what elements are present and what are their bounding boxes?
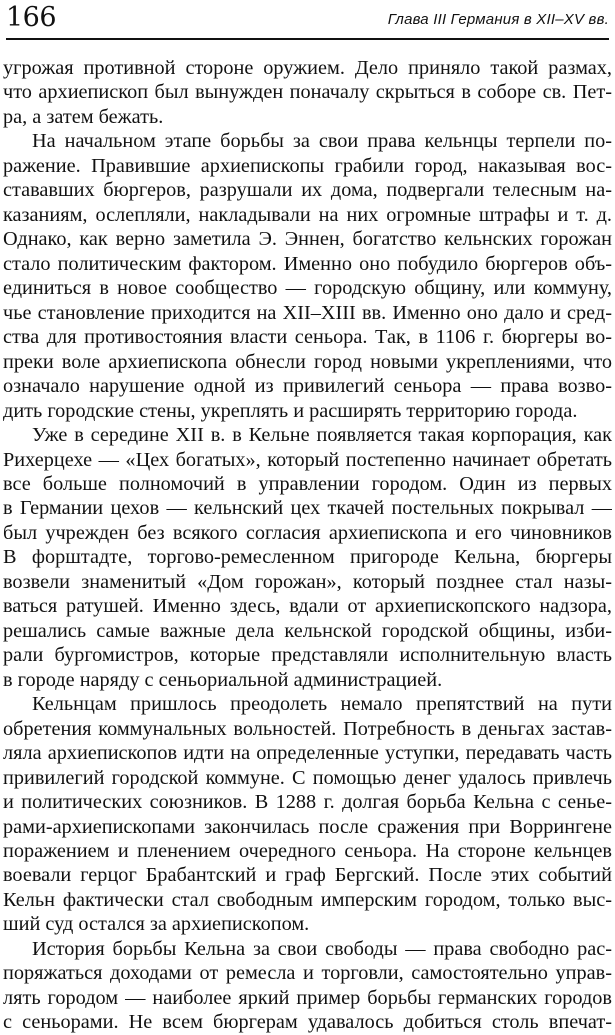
text-line: ваться ратушей. Именно здесь, вдали от архиепископского надзора, (3, 595, 612, 618)
text-line: преки воле архиепископа обнесли город новыми укреплениями, что (3, 350, 612, 373)
body-text (3, 56, 612, 1035)
text-line: лять городом — наиболее яркий пример борьбы германских городов (3, 986, 612, 1009)
text-line: решались самые важные дела кельнской городской общины, изби- (3, 619, 612, 642)
text-line: поражением и пленением очередного сеньора. На стороне кельнцев (3, 840, 612, 862)
text-line: ший суд остался за архиепископом. (3, 913, 310, 936)
text-line: поряжаться доходами от ремесла и торговли, самостоятельно управ- (3, 962, 612, 985)
text-line: угрожая противной стороне оружием. Дело приняло такой размах, (3, 57, 612, 79)
text-line: был учрежден без всякого согласия архиепископа и его чиновников (3, 521, 612, 544)
text-line: стало политическим фактором. Именно оно побудило бюргеров объ- (3, 252, 612, 275)
text-line: Однако, как верно заметила Э. Эннен, богатство кельнских горожан (3, 228, 612, 251)
text-line: ляла архиепископов идти на определенные уступки, передавать часть (3, 742, 612, 765)
text-line: что архиепископ был вынужден поначалу скрыться в соборе св. Пет- (3, 81, 612, 104)
text-line: В форштадте, торгово-ремесленном пригороде Кельна, бюргеры (3, 546, 612, 569)
paragraph-first-line: Уже в середине XII в. в Кельне появляется такая корпорация, как (32, 424, 612, 447)
page-number: 166 (6, 2, 57, 33)
text-line: Рихерцехе — «Цех богатых», который постепенно начинает обретать (3, 448, 612, 471)
text-line: рали бургомистров, которые представляли исполнительную власть (3, 644, 612, 667)
text-line: ражение. Правившие архиепископы грабили город, наказывая вос- (3, 154, 612, 177)
text-line: все больше полномочий в управлении городом. Один из первых (3, 472, 612, 495)
text-line: и политических союзников. В 1288 г. долгая борьба Кельна с сенье- (3, 791, 612, 814)
text-line: привилегий городской коммуне. С помощью денег удалось привлечь (3, 766, 612, 789)
text-line: означало нарушение одной из привилегий сеньора — права возво- (3, 375, 612, 398)
text-line: единиться в новое сообщество — городскую общину, или коммуну, (3, 277, 612, 300)
text-line: с сеньорами. Не всем бюргерам удавалось добиться столь впечат- (3, 1011, 612, 1034)
page-header (6, 0, 609, 44)
text-line: дить городские стены, укреплять и расширять территорию города. (3, 399, 578, 422)
text-line: обретения коммунальных вольностей. Потребность в деньгах застав- (3, 717, 612, 740)
header-rule (6, 38, 609, 40)
running-title: Глава III Германия в XII–XV вв. (387, 11, 609, 28)
text-line: казаниям, ослепляли, накладывали на них огромные штрафы и т. д. (3, 203, 612, 226)
paragraph-first-line: Кельнцам пришлось преодолеть немало препятствий на пути (32, 693, 612, 716)
text-line: в городе наряду с сеньориальной администрацией. (3, 668, 443, 691)
text-line: Кельн фактически стал свободным имперским городом, только выс- (3, 888, 612, 911)
text-line: ра, а затем бежать. (3, 105, 164, 128)
text-line: рами-архиепископами закончилась после сражения при Воррингене (3, 815, 612, 838)
text-line: чье становление приходится на XII–XIII вв. Именно оно дало и сред- (3, 301, 612, 324)
text-line: в Германии цехов — кельнский цех ткачей постельных покрывал — (3, 497, 612, 520)
paragraph-first-line: На начальном этапе борьбы за свои права кельнцы терпели по- (32, 130, 612, 153)
text-line: возвели знаменитый «Дом горожан», который позднее стал назы- (3, 570, 612, 593)
text-line: стававших бюргеров, разрушали их дома, подвергали телесным на- (3, 179, 612, 202)
text-line: воевали герцог Брабантский и граф Бергский. После этих событий (3, 864, 612, 887)
text-line: ства для противостояния власти сеньора. Так, в 1106 г. бюргеры во- (3, 326, 612, 349)
paragraph-first-line: История борьбы Кельна за свои свободы — права свободно рас- (32, 937, 612, 960)
